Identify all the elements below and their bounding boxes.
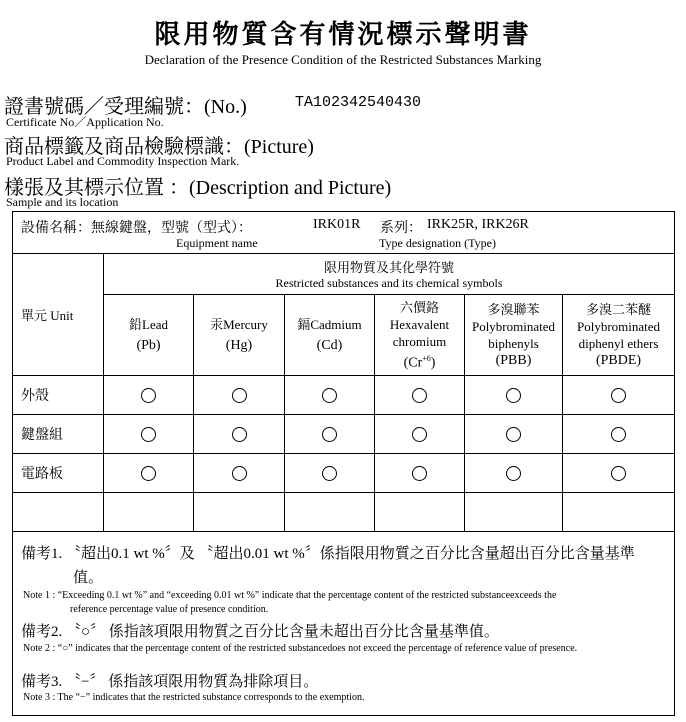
mark-cell [194,415,285,454]
circle-mark [141,388,156,403]
mark-cell [465,493,563,532]
circle-mark [611,427,626,442]
unit-name: 電路板 [13,454,104,493]
table-row [13,415,675,454]
mark-cell [563,415,675,454]
substance-name-zh: 多溴二苯醚 [586,302,652,317]
mark-cell [285,415,375,454]
circle-mark [232,427,247,442]
certificate-label-en: Certificate No／Application No. [6,115,164,129]
restricted-substances-table [12,211,675,716]
table-row [13,376,675,415]
circle-mark [412,466,427,481]
substance-symbol: (PBDE) [595,353,642,368]
circle-mark [322,388,337,403]
unit-name: 鍵盤組 [13,415,104,454]
circle-mark [611,466,626,481]
substance-symbol: (PBB) [495,353,532,368]
mark-cell [375,493,465,532]
equipment-type-en: Type designation (Type) [379,236,496,250]
note-1-en: Note 1 : “Exceeding 0.1 wt %” and “exceeding 0.01 wt %” indicate that the percentage content of the restricted substanceexceeds the [23,590,557,601]
substance-name-zh: 六價鉻 [399,299,439,315]
equipment-cell [13,212,675,254]
mark-cell [465,415,563,454]
substance-cadmium [285,295,375,376]
document-title: 限用物質含有情況標示聲明書 [154,20,532,49]
substance-name: 鉛Lead [129,317,168,332]
mark-cell [563,376,675,415]
substance-lead [104,295,194,376]
substance-name-2: chromium [392,333,447,349]
circle-mark [322,427,337,442]
circle-mark [232,388,247,403]
substance-mercury [194,295,285,376]
circle-mark [611,388,626,403]
note-1-en-cont: reference percentage value of presence condition. [70,604,269,615]
substance-name: 鎘Cadmium [297,317,362,332]
mark-cell [465,376,563,415]
note-3-zh: 備考3. 〝−〞 係指該項限用物質為排除項目。 [21,674,319,690]
substance-name-2: diphenyl ethers [578,336,659,351]
mark-cell [104,415,194,454]
substance-symbol: $(Cr^{+6})$ [403,353,436,371]
certificate-label: 證書號碼／受理編號：(No.) [4,96,247,118]
circle-mark [232,466,247,481]
note-2-en: Note 2 : “○” indicates that the percentage content of the restricted substancedoes not exceed the percentage of reference value of presence. [23,643,578,654]
substance-symbol: (Cd) [316,338,343,353]
notes-cell [13,532,675,716]
equipment-model: IRK01R [313,217,361,232]
circle-mark [506,466,521,481]
substance-pbde [563,295,675,376]
mark-cell [465,454,563,493]
mark-cell [194,493,285,532]
mark-cell [285,376,375,415]
document-subtitle: Declaration of the Presence Condition of the Restricted Substances Marking [144,52,542,67]
equipment-series-label: 系列： [380,221,422,236]
restricted-header-zh: 限用物質及其化學符號 [324,260,455,275]
equipment-name-en: Equipment name [176,236,258,250]
unit-name: 外殼 [13,376,104,415]
restricted-header-en: Restricted substances and its chemical symbols [275,276,503,290]
substance-name: 汞Mercury [210,317,268,332]
sample-heading-en: Sample and its location [6,195,119,209]
unit-header: 單元 Unit [13,254,104,376]
restricted-header [104,254,675,295]
mark-cell [375,454,465,493]
mark-cell [563,454,675,493]
substance-name: Polybrominated [576,319,661,334]
certificate-number: TA102342540430 [295,94,422,111]
circle-mark [141,427,156,442]
note-1-zh: 備考1. 〝超出0.1 wt %〞及 〝超出0.01 wt %〞係指限用物質之百分比含量超出百分比含量基準 [21,546,635,562]
circle-mark [141,466,156,481]
product-label-heading-en: Product Label and Commodity Inspection Mark. [6,154,240,168]
table-row [13,454,675,493]
unit-name [13,493,104,532]
circle-mark [322,466,337,481]
mark-cell [104,376,194,415]
mark-cell [375,415,465,454]
mark-cell [104,454,194,493]
circle-mark [506,388,521,403]
mark-cell [563,493,675,532]
note-1-zh-cont: 值。 [73,570,104,586]
substance-chromium [375,295,465,376]
substance-pbb [465,295,563,376]
circle-mark [412,427,427,442]
table-row [13,493,675,532]
mark-cell [285,493,375,532]
substance-name: Polybrominated [471,319,556,334]
mark-cell [194,376,285,415]
sample-heading: 樣張及其標示位置 ：(Description and Picture) [4,177,392,199]
mark-cell [375,376,465,415]
mark-cell [194,454,285,493]
mark-cell [285,454,375,493]
circle-mark [506,427,521,442]
substance-name-2: biphenyls [488,336,539,351]
note-3-en: Note 3 : The “−” indicates that the restricted substance corresponds to the exemption. [23,692,365,703]
substance-name: Hexavalent [389,316,450,332]
substance-name-zh: 多溴聯苯 [487,302,540,317]
product-label-heading: 商品標籤及商品檢驗標識：(Picture) [4,136,314,158]
note-2-zh: 備考2. 〝○〞 係指該項限用物質之百分比含量未超出百分比含量基準值。 [21,624,499,640]
mark-cell [104,493,194,532]
equipment-name-label: 設備名稱：無線鍵盤，型號（型式）： [21,221,252,236]
circle-mark [412,388,427,403]
substance-symbol: (Hg) [225,338,253,353]
equipment-series: IRK25R, IRK26R [427,217,529,232]
substance-symbol: (Pb) [136,338,161,353]
